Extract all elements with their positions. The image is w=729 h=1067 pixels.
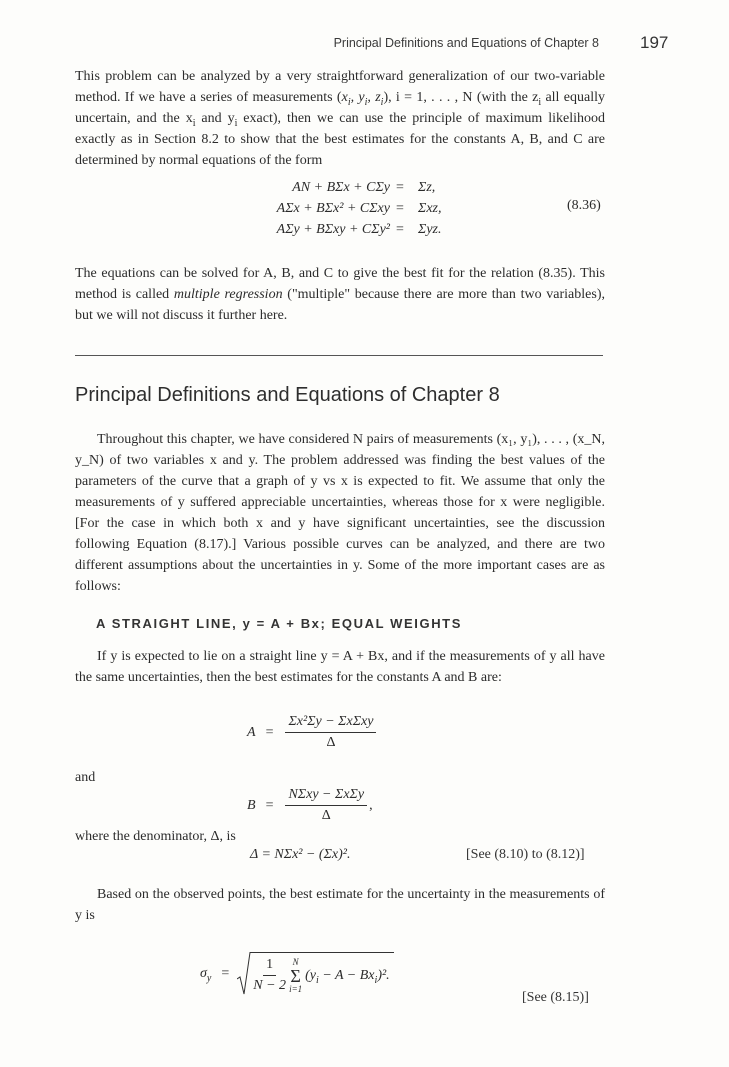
intro-text-4: and y: [195, 111, 235, 126]
fraction: [285, 714, 376, 751]
sigma-lhs: [200, 966, 211, 982]
intro-paragraph: This problem can be analyzed by a very straightforward generalization of our two-variable method. If we have a series of measurements ($x_i$, $y_i$, $z_i$), i = 1, . . . , N (with the $z_i$ all equally uncertain, and the $x_i$ and $y_i$ exact), then we can use the principle of maximum likelihood exactly as in Section 8.2 to show that the best estimates for the constants A, B, and C are determined by normal equations of the form: [75, 69, 606, 168]
summand-middle: − A − Bx: [318, 967, 375, 983]
intro-text-2: ), i = 1, . . . , N (with the z: [383, 90, 539, 105]
denominator: Δ: [321, 808, 331, 823]
denominator: N − 2: [253, 978, 287, 993]
intro-text-3: all equally uncertain, and the x: [75, 90, 605, 126]
equation-rhs: Σxz,: [418, 201, 442, 216]
connector-and: and: [75, 770, 96, 785]
fraction: [253, 957, 286, 994]
sum-upper-limit: N: [292, 956, 299, 967]
equation-lhs: AΣy + BΣxy + CΣy²: [276, 222, 390, 237]
followup-text-before: The equations can be solved for A, B, and C to give the best fit for the relation (8.35). This method is called: [75, 266, 605, 302]
trailing-comma: ,: [369, 797, 373, 813]
numerator: Σx²Σy − ΣxΣxy: [285, 714, 376, 733]
subsection-paragraph: If y is expected to lie on a straight line y = A + Bx, and if the measurements of y all have the same uncertainties, then the best estimates for the constants A and B are:: [75, 649, 605, 685]
reference-note: [See (8.15)]: [522, 990, 589, 1005]
section-title: Principal Definitions and Equations of Chapter 8: [75, 384, 500, 406]
uncertainty-paragraph: Based on the observed points, the best estimate for the uncertainty in the measurements of y is: [75, 887, 605, 923]
fraction: [285, 787, 367, 824]
equation-delta: Δ = NΣx² − (Σx)².: [250, 847, 351, 862]
radicand: [251, 952, 393, 996]
equation-row: [190, 198, 610, 219]
equation-rhs: Σz,: [418, 180, 436, 195]
denominator-intro: where the denominator, Δ, is: [75, 829, 236, 844]
equation-row: [190, 219, 610, 240]
summand-close: )².: [377, 967, 390, 983]
intro-text-5: exact), then we can use the principle of maximum likelihood exactly as in Section 8.2 to show that the best estimates for the constants A, B, and C are determined by normal equations of the form: [75, 111, 606, 168]
equals-sign: =: [396, 180, 404, 195]
intro-text-1: This problem can be analyzed by a very straightforward generalization of our two-variable method. If we have a series of measurements (: [75, 69, 605, 105]
normal-equations: [190, 177, 610, 240]
running-head: Principal Definitions and Equations of Chapter 8: [333, 36, 599, 50]
sum-lower-limit: i=1: [289, 983, 303, 994]
equation-B: [247, 787, 373, 824]
page-number: 197: [640, 33, 669, 52]
summand-open: (y: [305, 967, 317, 983]
section-paragraph: Throughout this chapter, we have considered N pairs of measurements (x₁, y₁), . . . , (x_N, y_N) of two variables x and y. The problem addressed was finding the best values of the parameters of the curve that a graph of y vs x is expected to fit. We assume that only the measurements of y suffered appreciable uncertainties, whereas those for x were negligible. [For the case in which both x and y have significant uncertainties, see the discussion following Equation (8.17).] Various possible curves can be analyzed, and there are two different assumptions about the uncertainties in y. Some of the more important cases are as follows:: [75, 432, 605, 594]
summand: [305, 968, 390, 984]
equation-variable: B: [247, 797, 256, 813]
radical-sign-icon: [237, 952, 251, 996]
sigma-sum-icon: Σ: [290, 965, 301, 986]
sigma-symbol: σ: [200, 966, 207, 981]
equation-lhs: AΣx + BΣx² + CΣxy: [276, 201, 390, 216]
numerator: NΣxy − ΣxΣy: [285, 787, 367, 806]
reference-note: [See (8.10) to (8.12)]: [466, 847, 585, 862]
numerator: 1: [263, 957, 276, 976]
square-root: [237, 952, 393, 996]
denominator: Δ: [326, 735, 336, 750]
equals-sign: =: [265, 797, 274, 813]
equation-number: (8.36): [567, 198, 601, 213]
equation-A: [247, 714, 376, 751]
equation-sigma-y: [200, 952, 394, 996]
equation-rhs: Σyz.: [418, 222, 442, 237]
equals-sign: =: [396, 222, 404, 237]
equation-lhs: AN + BΣx + CΣy: [292, 180, 390, 195]
equals-sign: =: [396, 201, 404, 216]
equals-sign: =: [265, 724, 274, 740]
summand-subscript: i: [316, 974, 319, 986]
followup-text-after: ("multiple" because there are more than two variables), but we will not discuss it further here.: [75, 287, 605, 323]
summation: [289, 958, 302, 994]
equation-variable: A: [247, 724, 256, 740]
followup-paragraph: [75, 263, 605, 326]
equation-row: [190, 177, 610, 198]
subsection-title: A STRAIGHT LINE, y = A + Bx; EQUAL WEIGHTS: [96, 616, 462, 631]
equals-sign: =: [221, 966, 230, 981]
sigma-subscript: y: [206, 972, 212, 984]
summand-subscript: i: [374, 974, 378, 986]
section-divider: [75, 355, 603, 356]
multiple-regression-term: multiple regression: [173, 287, 283, 302]
